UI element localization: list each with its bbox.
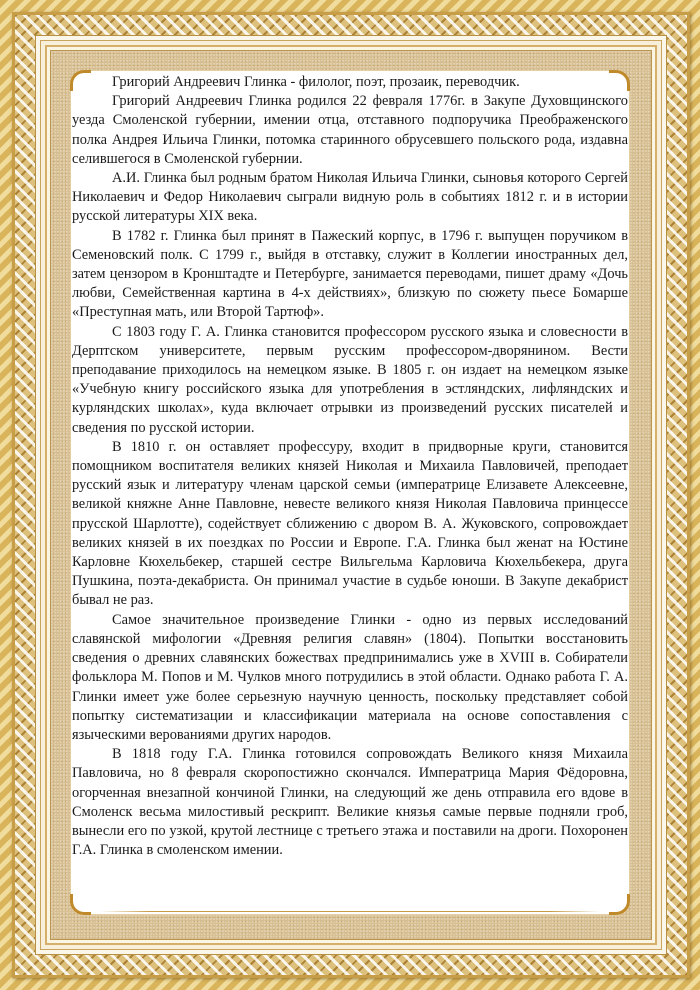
paragraph-family: А.И. Глинка был родным братом Николая Ильича Глинки, сыновья которого Сергей Николаевич и Федор Николаевич сыграли видную роль в событиях 1812 г. и в истории русской литературы XIX века. — [72, 170, 628, 225]
paragraph-death: В 1818 году Г.А. Глинка готовился сопровождать Великого князя Михаила Павловича, но 8 февраля скоропостижно скончался. Императрица Мария Фёдоровна, огорченная внезапной кончиной Глинки, на следующий же день отправила его вдове в Смоленск весьма милостивый рескрипт. Великие князья самые первые подняли гроб, вынесли его по узкой, крутой лестнице с третьего этажа и поставили на дроги. Похоронен Г.А. Глинка в смоленском имении. — [72, 746, 628, 859]
paragraph-court: В 1810 г. он оставляет профессуру, входит в придворные круги, становится помощником воспитателя великих князей Николая и Михаила Павловичей, преподает русский язык и литературу членам царской семьи (императрице Елизавете Алексеевне, великой княжне Анне Павловне, невесте великого князя Николая Павловича принцессе прусской Шарлотте), содействует сближению с двором В. А. Жуковского, сопровождает великих князей в их поездках по России и Европе. Г.А. Глинка был женат на Юстине Карловне Кюхельбекер, старшей сестре Вильгельма Карловича Кюхельбекера, друга Пушкина, поэта-декабриста. Он принимал участие в судьбе юноши. В Закупе декабрист бывал не раз. — [72, 438, 628, 609]
paragraph-service: В 1782 г. Глинка был принят в Пажеский корпус, в 1796 г. выпущен поручиком в Семеновский полк. С 1799 г., выйдя в отставку, служит в Коллегии иностранных дел, затем цензором в Кронштадте и Петербурге, занимается переводами, пишет драму «Дочь любви, Семейственная картина в 4-х действиях», близкую по сюжету пьесе Бомарше «Преступная мать, или Второй Тартюф». — [72, 227, 628, 321]
paragraph-title: Григорий Андреевич Глинка - филолог, поэт, прозаик, переводчик. — [112, 74, 520, 90]
paragraph-professorship: С 1803 году Г. А. Глинка становится профессором русского языка и словесности в Дерптском университете, первым русским профессором-дворянином. Вести преподавание приходилось на немецком языке. В 1805 г. он издает на немецком языке «Учебную книгу российского языка для употребления в эстляндских, лифляндских и курляндских школах», куда включает отрывки из произведений русских писателей и сведения по русской истории. — [72, 323, 628, 436]
paragraph-birth: Григорий Андреевич Глинка родился 22 февраля 1776г. в Закупе Духовщинского уезда Смоленской губернии, имении отца, отставного подпоручика Преображенского полка Андрея Ильича Глинки, потомка старинного обрусевшего польского рода, издавна селившегося в Смоленской губернии. — [72, 93, 628, 167]
bottom-decorative-rule — [100, 911, 600, 912]
biography-text — [72, 73, 628, 860]
paragraph-work: Самое значительное произведение Глинки - одно из первых исследований славянской мифологии «Древняя религия славян» (1804). Попытки восстановить сведения о древних славянских божествах предпринимались уже в XVIII в. Собиратели фольклора М. Попов и М. Чулков много потрудились в этой области. Однако работа Г. А. Глинки имеет уже более серьезную научную ценность, поскольку представляет собой попытку систематизации и классификации материала на основе сопоставления с языческими верованиями других народов. — [72, 611, 628, 743]
